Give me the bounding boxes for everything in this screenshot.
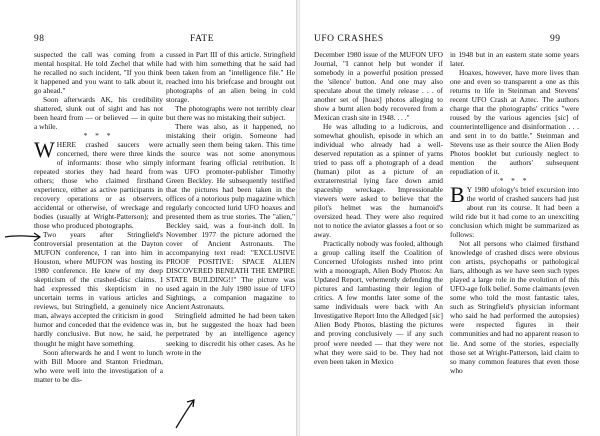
paragraph-text: Y 1980 ufology's brief excursion into the world of crashed saucers had just about run its course. It had been a wild ride but it had come to an unexciting conclusion which might be summarized as follows: bbox=[450, 185, 579, 240]
right-column-1 bbox=[314, 50, 443, 366]
paragraph: Stringfield admitted he had been taken in, but he suggested the hoax had been perpetrated by an intelligence agency seeking to discredit his other cases. As he wrote in the bbox=[166, 311, 295, 357]
running-head-left: FATE bbox=[190, 34, 214, 44]
paragraph: Practically nobody was fooled, although a group calling itself the Coalition of Concerned Ufologists rushed into print with a monograph, Alien Body Photos: An Updated Report, vehemently defending the pictures and lambasting their legion of critics. A few months later some of the same individuals were back with An Investigative Report Into the Alledged [sic] Alien Body Photos, blasting the pictures and proving conclusively — if any such proof were needed — that they were not what they were said to be. They had not even been taken in Mexico bbox=[314, 239, 443, 366]
paragraph: There was also, as it happened, no mistaking their origin. Someone had actually seen them being taken. This time the source was not some anonymous informant fearing official retribution. It was UFO promoter-publisher Timothy Green Beckley. He subsequently testified that the pictures had been taken in the offices of a notorious pulp magazine which regularly concocted lurid UFO hoaxes and presented them as true stories. The "alien," Beckley said, was a four-inch doll. In November 1977 the picture adorned the cover of Ancient Astronauts. The accompanying text read: "EXCLUSIVE PROOF POSITIVE: SPACE ALIEN DISCOVERED BENEATH THE EMPIRE STATE BUILDING!!" The picture was used again in the July 1980 issue of UFO Sightings, a companion magazine to Ancient Astronauts. bbox=[166, 122, 295, 312]
section-break: * * * bbox=[499, 176, 530, 186]
left-page bbox=[0, 0, 296, 436]
right-page bbox=[300, 0, 600, 436]
paragraph: cussed in Part III of this article. Stringfield had with him something that he said had been taken from an "intelligence file." He reached into his briefcase and brought out photographs of an alien being in cold storage. bbox=[166, 50, 295, 105]
paragraph: December 1980 issue of the MUFON UFO Journal, "I cannot help but wonder if somebody in a powerful position pressed the 'silence' button. And one may also speculate about the timely release . . . of another set of [hoax] photos alleging to show a burnt alien body recovered from a Mexican crash site in 1948. . . ." bbox=[314, 50, 443, 123]
paragraph: He was alluding to a ludicrous, and somewhat ghoulish, episode in which an individual who already had a well-deserved reputation as a spinner of yarns tried to pass off a photograph of a dead (human) pilot as a picture of an extraterrestrial lying face down amid spaceship wreckage. Impressionable viewers were asked to believe that the pilot's helmet was the humanoid's oversized head. They were also required not to notice the aviator glasses a foot or so away. bbox=[314, 122, 443, 240]
paragraph bbox=[34, 137, 163, 231]
paragraph bbox=[450, 182, 579, 240]
paragraph: Hoaxes, however, have more lives than one and even so transparent a one as this returns to life in Steinman and Stevens' recent UFO Crash at Aztec. The authors charge that the photographs' critics "were roused by the various agencies [sic] of counterintelligence and disinformation . . . and sent in to do battle." Steinman and Stevens use as their source the Alien Body Photos booklet but curiously neglect to mention the authors' subsequent repudiation of it. bbox=[450, 68, 579, 177]
handwritten-arrow-up-icon bbox=[172, 396, 200, 430]
paragraph-text: HERE crashed saucers were concerned, there were three kinds of informants: those who simply repeated stories they had heard from others; those who claimed firsthand experience, either as active participants in recovery operations or as observers, accidental or otherwise, of wreckage and bodies (usually at Wright-Patterson); and those who produced photographs. bbox=[34, 140, 163, 231]
paragraph: Soon afterwards he and I went to lunch with Bill Moore and Stanton Friedman, who were well into the investigation of a matter to be dis- bbox=[34, 347, 163, 384]
running-head-right: UFO CRASHES bbox=[314, 34, 384, 44]
paragraph: Soon afterwards AK, his credibility shattered, slunk out of sight and has not been heard from — or believed — in quite a while. bbox=[34, 95, 163, 132]
paragraph: Not all persons who claimed firsthand knowledge of crashed discs were obvious con artists, psychopaths or pathological liars, although as we have seen such types played a large role in the evolution of this UFO-age folk belief. Some claimants (even some who told the most fantastic tales, such as Stringfield's physician informant who said he had performed the autopsies) were respected figures in their communities and had no apparent reason to lie. And some of the stories, especially those set at Wright-Patterson, laid claim to so many common features that even those who bbox=[450, 239, 579, 375]
handwritten-arrow-left-icon bbox=[4, 230, 44, 244]
paragraph: suspected the call was coming from a mental hospital. He told Zechel that while he recalled no such incident, "If you think it happened and you want to talk about it, go ahead." bbox=[34, 50, 163, 96]
left-column-2 bbox=[166, 50, 295, 357]
paragraph: The photographs were not terribly clear but there was no mistaking their subject. bbox=[166, 104, 295, 123]
drop-cap: B bbox=[450, 182, 465, 208]
paragraph: Two years after Stringfield's controversial presentation at the Dayton MUFON conference, I ran into him in Houston, where MUFON was hosting its 1980 conference. He knew of my deep skepticism of the crashed-disc claims. I had expressed this skepticism in no uncertain terms in various articles and reviews, but Stringfield, a genuinely nice man, always accepted the criticism in good humor and conceded that the evidence was hardly conclusive. But now, he said, he thought he might have something. bbox=[34, 230, 163, 348]
paragraph: in 1948 but in an eastern state some years later. bbox=[450, 50, 579, 69]
section-break: * * * bbox=[83, 131, 114, 141]
drop-cap: W bbox=[34, 137, 55, 163]
left-column-1 bbox=[34, 50, 163, 384]
page-number-right: 99 bbox=[550, 34, 561, 44]
page-number-left: 98 bbox=[34, 34, 45, 44]
right-column-2 bbox=[450, 50, 579, 375]
